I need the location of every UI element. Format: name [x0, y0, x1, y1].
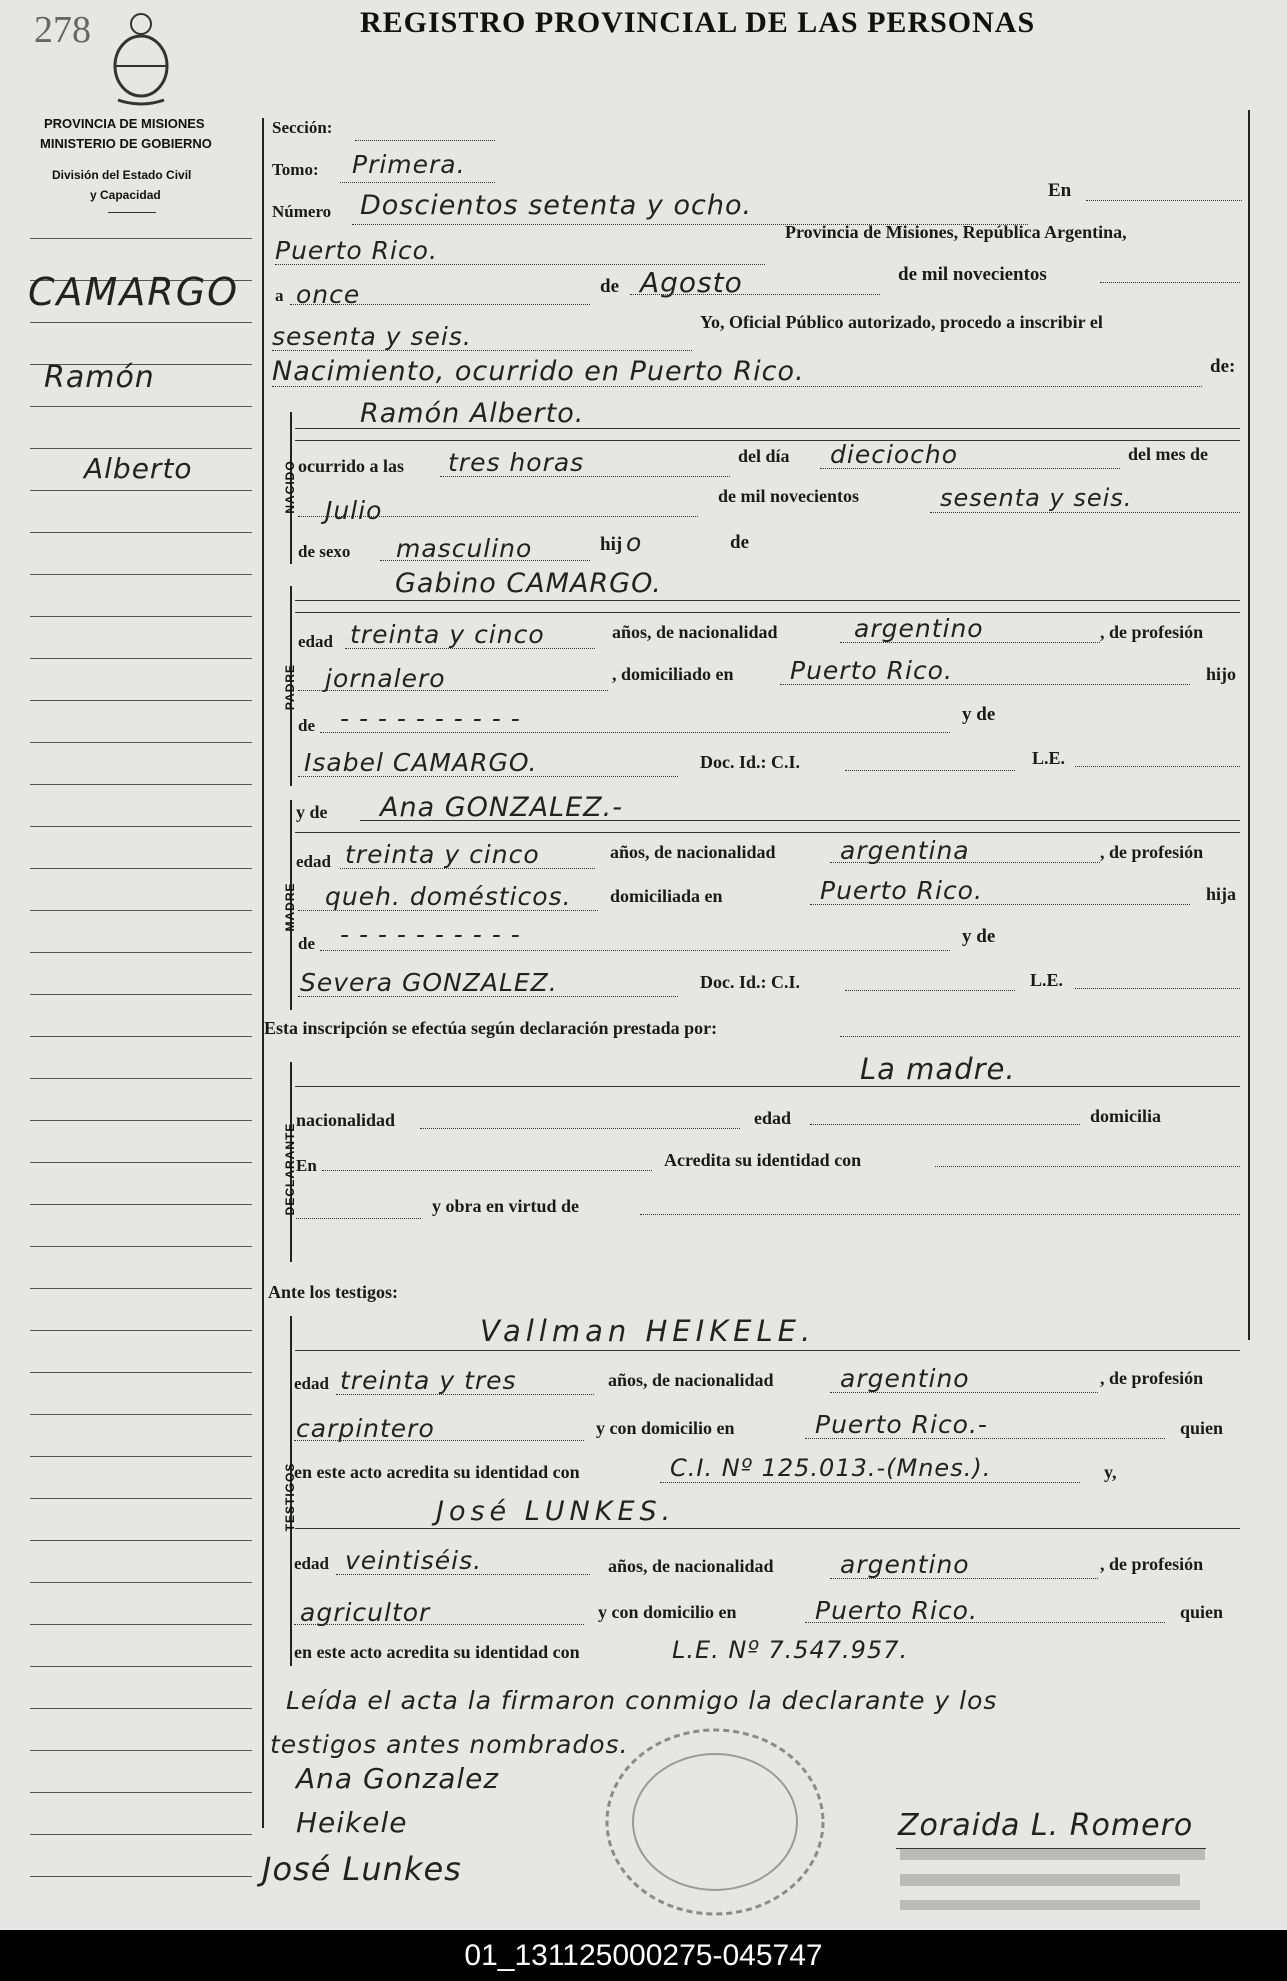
- closing-line-1: Leída el acta la firmaron conmigo la declarante y los: [286, 1686, 998, 1715]
- label-inscripcion: Esta inscripción se efectúa según declaración prestada por:: [264, 1018, 718, 1038]
- label-a: a: [275, 286, 284, 305]
- label-t2-domicilio: y con domicilio en: [598, 1602, 737, 1622]
- entry-hora: tres horas: [448, 448, 585, 477]
- margin-surname: CAMARGO: [28, 270, 240, 314]
- label-del-dia: del día: [738, 446, 790, 466]
- margin-rule-line: [30, 1456, 252, 1457]
- label-ante-testigos: Ante los testigos:: [268, 1282, 398, 1302]
- label-padre-prof: , de profesión: [1100, 622, 1204, 642]
- entry-t2-id: L.E. Nº 7.547.957.: [672, 1636, 909, 1664]
- label-acredita: Acredita su identidad con: [664, 1150, 862, 1170]
- entry-anio-nac: sesenta y seis.: [940, 484, 1133, 512]
- margin-rule-line: [30, 1624, 252, 1625]
- label-padre-edad: edad: [298, 632, 333, 651]
- margin-rule-line: [30, 784, 252, 785]
- label-domiciliada: domiciliada en: [610, 886, 723, 906]
- label-de: de: [600, 276, 619, 297]
- entry-t2-nac: argentino: [840, 1550, 970, 1579]
- label-padre-y-de: y de: [962, 704, 996, 725]
- label-obra: y obra en virtud de: [432, 1196, 580, 1216]
- entry-acto: Nacimiento, ocurrido en Puerto Rico.: [272, 356, 805, 387]
- margin-rule-line: [30, 1372, 252, 1373]
- round-stamp: [600, 1722, 830, 1922]
- entry-madre-dom: Puerto Rico.: [820, 876, 983, 905]
- entry-t2-dom: Puerto Rico.: [815, 1596, 978, 1625]
- entry-padre-dom: Puerto Rico.: [790, 656, 953, 685]
- entry-padre-de: - - - - - - - - - -: [340, 704, 521, 733]
- label-t2-acredita: en este acto acredita su identidad con: [294, 1642, 580, 1662]
- margin-rule-line: [30, 448, 252, 449]
- label-declarante: DECLARANTE: [283, 1122, 297, 1216]
- label-en: En: [1048, 180, 1072, 201]
- entry-mes: Agosto: [640, 266, 743, 299]
- entry-dia-nac: dieciocho: [830, 440, 959, 469]
- label-padre-doc: Doc. Id.: C.I.: [700, 752, 801, 772]
- margin-rule-line: [30, 1078, 252, 1079]
- label-madre: MADRE: [283, 882, 297, 932]
- label-t1-prof: , de profesión: [1100, 1368, 1204, 1388]
- entry-mes-nac: Julio: [325, 496, 383, 525]
- coat-of-arms-icon: [108, 8, 174, 108]
- margin-rule-line: [30, 994, 252, 995]
- label-madre-anos: años, de nacionalidad: [610, 842, 776, 862]
- entry-madre-de: - - - - - - - - - -: [340, 920, 521, 949]
- label-madre-edad: edad: [296, 852, 331, 871]
- org-line-4: y Capacidad: [90, 188, 161, 202]
- margin-rule-line: [30, 532, 252, 533]
- entry-t2-prof: agricultor: [300, 1598, 431, 1627]
- entry-t1-prof: carpintero: [296, 1414, 435, 1443]
- label-t1-anos: años, de nacionalidad: [608, 1370, 774, 1390]
- margin-rule-line: [30, 490, 252, 491]
- label-de-colon: de:: [1210, 356, 1236, 377]
- entry-madre-prof: queh. domésticos.: [325, 882, 572, 911]
- org-line-1: PROVINCIA DE MISIONES: [44, 116, 205, 131]
- entry-numero: Doscientos setenta y ocho.: [360, 190, 753, 221]
- official-stamp: [895, 1842, 1215, 1930]
- label-t2-edad: edad: [294, 1554, 329, 1573]
- closing-line-2: testigos antes nombrados.: [270, 1730, 629, 1759]
- label-t2-quien: quien: [1180, 1602, 1224, 1622]
- entry-testigo1: Vallman HEIKELE.: [480, 1314, 816, 1348]
- label-padre-anos: años, de nacionalidad: [612, 622, 778, 642]
- image-id-bar: [0, 1930, 1287, 1981]
- label-hij: hij: [600, 534, 623, 555]
- label-seccion: Sección:: [272, 118, 333, 137]
- label-madre-y-de: y de: [962, 926, 996, 947]
- document-title: REGISTRO PROVINCIAL DE LAS PERSONAS: [360, 6, 1036, 39]
- label-madre-de: de: [298, 934, 315, 953]
- margin-rule-line: [30, 952, 252, 953]
- entry-padre-nombre: Gabino CAMARGO.: [395, 568, 662, 599]
- label-provincia: Provincia de Misiones, República Argentina,: [785, 222, 1127, 242]
- margin-rule-line: [30, 1792, 252, 1793]
- label-y-de-madre: y de: [296, 802, 328, 822]
- entry-t1-edad: treinta y tres: [340, 1366, 517, 1395]
- label-madre-le: L.E.: [1030, 970, 1064, 990]
- label-padre-le: L.E.: [1032, 748, 1066, 768]
- image-id: 01_131125000275-045747: [464, 1939, 823, 1972]
- margin-rule-line: [30, 1708, 252, 1709]
- margin-rule-line: [30, 322, 252, 323]
- margin-rule-line: [30, 1750, 252, 1751]
- label-domiciliado: , domiciliado en: [612, 664, 734, 684]
- margin-rule-line: [30, 1036, 252, 1037]
- label-hijo: hijo: [1206, 664, 1237, 684]
- label-decl-nac: nacionalidad: [296, 1110, 396, 1130]
- label-del-mes: del mes de: [1128, 444, 1208, 464]
- margin-rule-line: [30, 1414, 252, 1415]
- label-t1-domicilio: y con domicilio en: [596, 1418, 735, 1438]
- page-number: 278: [34, 9, 91, 51]
- margin-rule-line: [30, 406, 252, 407]
- label-t1-y: y,: [1104, 1462, 1117, 1482]
- margin-rule-line: [30, 1330, 252, 1331]
- entry-testigo2: José LUNKES.: [436, 1496, 676, 1527]
- entry-t1-nac: argentino: [840, 1364, 970, 1393]
- label-padre-de: de: [298, 716, 315, 735]
- margin-rule-line: [30, 1120, 252, 1121]
- margin-rule-line: [30, 1162, 252, 1163]
- label-numero: Número: [272, 202, 332, 221]
- entry-nombre: Ramón Alberto.: [360, 398, 585, 429]
- margin-rule-line: [30, 1498, 252, 1499]
- margin-rule-line: [30, 1834, 252, 1835]
- org-line-2: MINISTERIO DE GOBIERNO: [40, 136, 212, 151]
- margin-rule-line: [30, 826, 252, 827]
- label-t2-prof: , de profesión: [1100, 1554, 1204, 1574]
- entry-tomo: Primera.: [352, 150, 466, 179]
- margin-rule-line: [30, 1582, 252, 1583]
- label-t1-edad: edad: [294, 1374, 329, 1393]
- label-decl-edad: edad: [754, 1108, 792, 1128]
- entry-hijo-suffix: o: [626, 528, 643, 557]
- margin-rule-line: [30, 1666, 252, 1667]
- org-line-3: División del Estado Civil: [52, 168, 192, 182]
- entry-madre-edad: treinta y cinco: [345, 840, 540, 869]
- entry-lugar: Puerto Rico.: [275, 236, 438, 265]
- margin-rule-line: [30, 616, 252, 617]
- entry-padre-edad: treinta y cinco: [350, 620, 545, 649]
- label-domicilia: domicilia: [1090, 1106, 1161, 1126]
- label-t2-anos: años, de nacionalidad: [608, 1556, 774, 1576]
- label-de-nac: de: [730, 532, 749, 553]
- margin-rule-line: [30, 1540, 252, 1541]
- label-hija: hija: [1206, 884, 1237, 904]
- margin-rule-line: [30, 238, 252, 239]
- margin-rule-line: [30, 910, 252, 911]
- entry-declarante: La madre.: [860, 1052, 1016, 1086]
- label-testigos: TESTIGOS: [283, 1462, 297, 1532]
- margin-rule-line: [30, 1288, 252, 1289]
- entry-padre-madre: Isabel CAMARGO.: [304, 748, 538, 777]
- margin-rule-line: [30, 574, 252, 575]
- margin-rule-line: [30, 1876, 252, 1877]
- label-tomo: Tomo:: [272, 160, 319, 179]
- label-t1-quien: quien: [1180, 1418, 1224, 1438]
- entry-madre-madre: Severa GONZALEZ.: [300, 968, 558, 997]
- label-sexo: de sexo: [298, 542, 351, 561]
- signature-2: Heikele: [296, 1806, 408, 1839]
- entry-madre-nac: argentina: [840, 836, 970, 865]
- entry-anio: sesenta y seis.: [272, 322, 472, 351]
- entry-t1-dom: Puerto Rico.-: [815, 1410, 988, 1439]
- label-oficial: Yo, Oficial Público autorizado, procedo a inscribir el: [700, 312, 1103, 332]
- margin-rule-line: [30, 1204, 252, 1205]
- entry-padre-nac: argentino: [854, 614, 984, 643]
- signature-1: Ana Gonzalez: [296, 1762, 500, 1795]
- margin-name-2: Alberto: [84, 452, 193, 485]
- entry-sexo: masculino: [396, 534, 533, 563]
- label-t1-acredita: en este acto acredita su identidad con: [294, 1462, 580, 1482]
- entry-dia: once: [296, 280, 361, 309]
- margin-name-1: Ramón: [44, 360, 155, 395]
- entry-t1-id: C.I. Nº 125.013.-(Mnes.).: [670, 1454, 992, 1482]
- signature-4: Zoraida L. Romero: [898, 1808, 1194, 1843]
- signature-3: José Lunkes: [262, 1850, 462, 1888]
- margin-rule-line: [30, 1246, 252, 1247]
- margin-rule-line: [30, 658, 252, 659]
- margin-rule-line: [30, 742, 252, 743]
- label-padre: PADRE: [283, 663, 297, 711]
- margin-rule-line: [30, 700, 252, 701]
- entry-madre-nombre: Ana GONZALEZ.-: [380, 792, 623, 823]
- label-de-mil-nov: de mil novecientos: [718, 486, 859, 506]
- label-madre-doc: Doc. Id.: C.I.: [700, 972, 801, 992]
- label-mil-nov: de mil novecientos: [898, 264, 1047, 285]
- label-ocurrido: ocurrido a las: [298, 456, 404, 476]
- label-nacido: NACIDO: [283, 460, 297, 514]
- label-madre-prof: , de profesión: [1100, 842, 1204, 862]
- label-decl-en: En: [296, 1156, 317, 1175]
- entry-t2-edad: veintiséis.: [345, 1546, 483, 1575]
- entry-padre-prof: jornalero: [325, 664, 446, 693]
- margin-rule-line: [30, 868, 252, 869]
